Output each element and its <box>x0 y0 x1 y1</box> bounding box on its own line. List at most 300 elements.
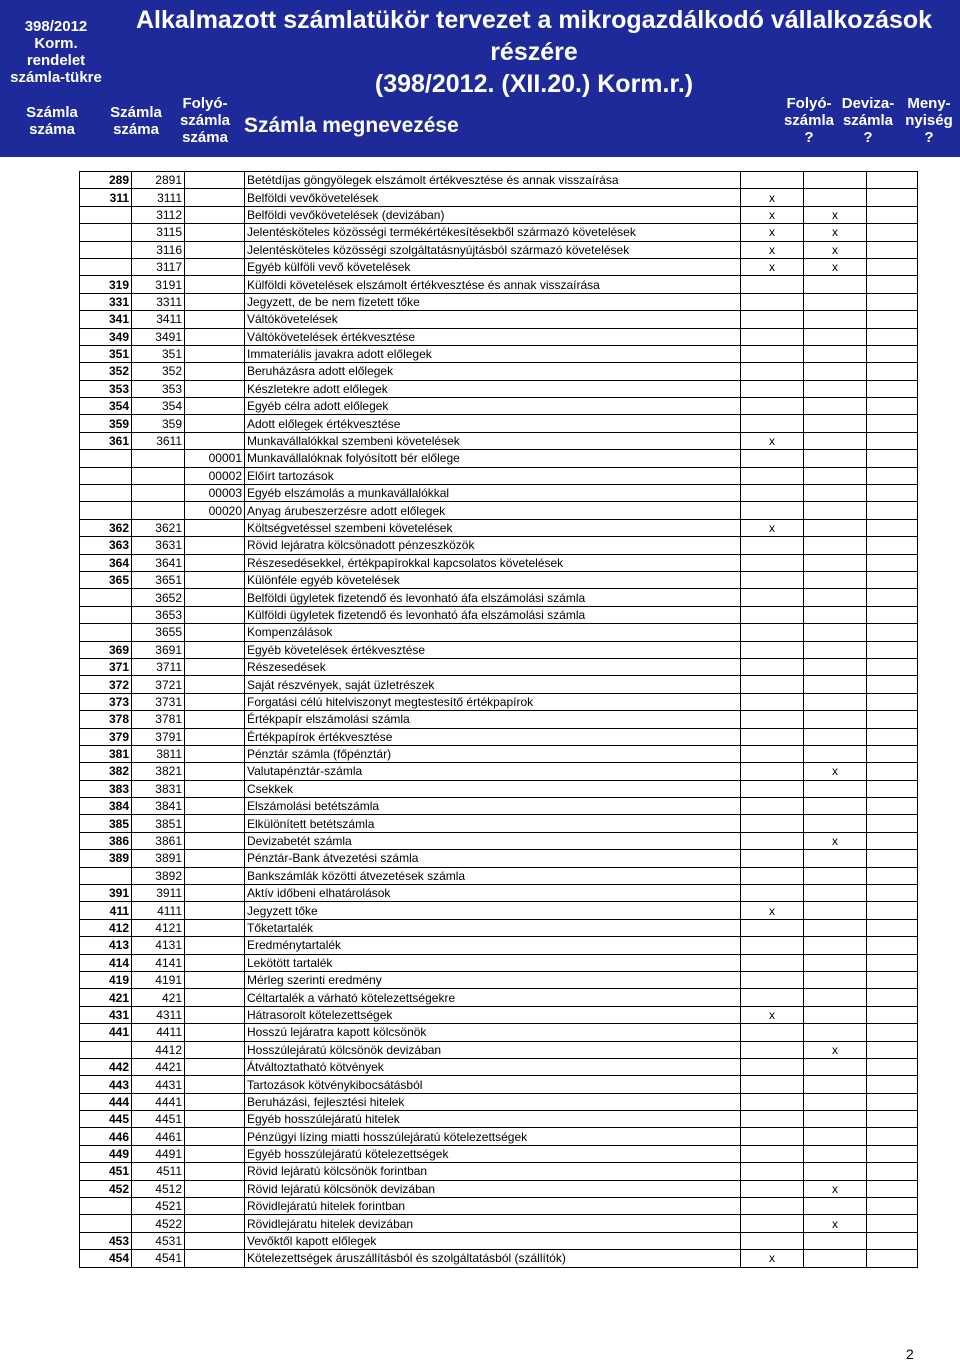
current-account-number-cell <box>185 311 245 328</box>
account-name-cell: Váltókövetelések értékvesztése <box>245 328 741 345</box>
quantity-flag-cell <box>867 954 918 971</box>
account-name-cell: Váltókövetelések <box>245 311 741 328</box>
current-account-number-cell <box>185 1163 245 1180</box>
column-header-account-number <box>4 104 100 138</box>
column-header-line: ? <box>863 129 873 146</box>
currency-account-flag-cell <box>804 937 867 954</box>
account-name-cell: Különféle egyéb követelések <box>245 571 741 588</box>
subaccount-number-cell: 351 <box>132 345 185 362</box>
column-header-line: Folyó- <box>182 95 228 112</box>
current-account-number-cell <box>185 937 245 954</box>
account-name-cell: Beruházásra adott előlegek <box>245 363 741 380</box>
current-account-flag-cell <box>741 989 804 1006</box>
column-header-line: számla <box>842 112 894 129</box>
subaccount-number-cell: 3311 <box>132 293 185 310</box>
currency-account-flag-cell <box>804 502 867 519</box>
currency-account-flag-cell <box>804 328 867 345</box>
currency-account-flag-cell <box>804 1058 867 1075</box>
regulation-reference-line: Korm. <box>34 35 78 52</box>
account-name-cell: Rövidlejáratu hitelek devizában <box>245 1215 741 1232</box>
subaccount-number-cell: 4141 <box>132 954 185 971</box>
subaccount-number-cell: 3655 <box>132 624 185 641</box>
quantity-flag-cell <box>867 206 918 223</box>
subaccount-number-cell: 3651 <box>132 571 185 588</box>
column-header-line: száma <box>29 121 75 138</box>
account-number-cell <box>80 224 132 241</box>
currency-account-flag-cell <box>804 885 867 902</box>
current-account-number-cell <box>185 1041 245 1058</box>
quantity-flag-cell <box>867 537 918 554</box>
current-account-flag-cell: x <box>741 519 804 536</box>
subaccount-number-cell: 3861 <box>132 832 185 849</box>
quantity-flag-cell <box>867 1058 918 1075</box>
subaccount-number-cell: 4191 <box>132 971 185 988</box>
column-header-line: száma <box>113 121 159 138</box>
account-name-cell: Egyéb célra adott előlegek <box>245 398 741 415</box>
currency-account-flag-cell <box>804 432 867 449</box>
account-name-cell: Pénztár-Bank átvezetési számla <box>245 850 741 867</box>
currency-account-flag-cell <box>804 485 867 502</box>
account-name-cell: Belföldi vevőkövetelések (devizában) <box>245 206 741 223</box>
subaccount-number-cell: 3491 <box>132 328 185 345</box>
account-name-cell: Jelentésköteles közösségi termékértékesítésekből származó követelések <box>245 224 741 241</box>
currency-account-flag-cell: x <box>804 224 867 241</box>
table-row <box>80 1111 918 1128</box>
account-number-cell: 443 <box>80 1076 132 1093</box>
column-header-quantity-flag <box>898 95 960 146</box>
table-row <box>80 1076 918 1093</box>
account-number-cell <box>80 1215 132 1232</box>
account-number-cell: 372 <box>80 676 132 693</box>
page-title-line: részére <box>490 38 578 66</box>
account-name-cell: Adott előlegek értékvesztése <box>245 415 741 432</box>
current-account-number-cell <box>185 1145 245 1162</box>
current-account-flag-cell <box>741 1076 804 1093</box>
account-name-cell: Anyag árubeszerzésre adott előlegek <box>245 502 741 519</box>
current-account-flag-cell: x <box>741 224 804 241</box>
current-account-flag-cell <box>741 676 804 693</box>
account-name-cell: Csekkek <box>245 780 741 797</box>
table-row <box>80 485 918 502</box>
quantity-flag-cell <box>867 258 918 275</box>
quantity-flag-cell <box>867 763 918 780</box>
current-account-number-cell <box>185 1093 245 1110</box>
quantity-flag-cell <box>867 745 918 762</box>
current-account-number-cell <box>185 1058 245 1075</box>
quantity-flag-cell <box>867 1128 918 1145</box>
current-account-number-cell <box>185 745 245 762</box>
account-name-cell: Kötelezettségek áruszállításból és szolgáltatásból (szállítók) <box>245 1250 741 1267</box>
quantity-flag-cell <box>867 415 918 432</box>
subaccount-number-cell: 3411 <box>132 311 185 328</box>
table-row <box>80 919 918 936</box>
account-number-cell <box>80 1041 132 1058</box>
subaccount-number-cell: 3116 <box>132 241 185 258</box>
currency-account-flag-cell <box>804 902 867 919</box>
current-account-number-cell <box>185 919 245 936</box>
current-account-flag-cell <box>741 328 804 345</box>
subaccount-number-cell: 3653 <box>132 606 185 623</box>
quantity-flag-cell <box>867 641 918 658</box>
account-number-cell: 452 <box>80 1180 132 1197</box>
subaccount-number-cell: 359 <box>132 415 185 432</box>
account-name-cell: Mérleg szerinti eredmény <box>245 971 741 988</box>
account-number-cell: 349 <box>80 328 132 345</box>
account-number-cell: 379 <box>80 728 132 745</box>
subaccount-number-cell: 4412 <box>132 1041 185 1058</box>
quantity-flag-cell <box>867 276 918 293</box>
table-row <box>80 1163 918 1180</box>
table-row <box>80 641 918 658</box>
currency-account-flag-cell: x <box>804 258 867 275</box>
quantity-flag-cell <box>867 606 918 623</box>
current-account-number-cell <box>185 798 245 815</box>
table-row <box>80 502 918 519</box>
subaccount-number-cell: 3911 <box>132 885 185 902</box>
subaccount-number-cell: 3611 <box>132 432 185 449</box>
current-account-flag-cell <box>741 571 804 588</box>
column-header-line: Deviza- <box>841 95 895 112</box>
table-row <box>80 1180 918 1197</box>
account-number-cell: 453 <box>80 1232 132 1249</box>
current-account-number-cell <box>185 258 245 275</box>
quantity-flag-cell <box>867 554 918 571</box>
current-account-flag-cell <box>741 919 804 936</box>
account-number-cell: 364 <box>80 554 132 571</box>
quantity-flag-cell <box>867 450 918 467</box>
account-number-cell: 378 <box>80 711 132 728</box>
account-name-cell: Értékpapír elszámolási számla <box>245 711 741 728</box>
account-number-cell: 446 <box>80 1128 132 1145</box>
current-account-number-cell <box>185 241 245 258</box>
current-account-number-cell: 00003 <box>185 485 245 502</box>
current-account-flag-cell <box>741 606 804 623</box>
table-row <box>80 1250 918 1267</box>
currency-account-flag-cell <box>804 311 867 328</box>
subaccount-number-cell: 3831 <box>132 780 185 797</box>
account-name-cell: Pénzügyi lízing miatti hosszúlejáratú kötelezettségek <box>245 1128 741 1145</box>
chart-of-accounts-table <box>79 171 918 1268</box>
current-account-flag-cell <box>741 293 804 310</box>
table-row <box>80 850 918 867</box>
quantity-flag-cell <box>867 328 918 345</box>
current-account-flag-cell <box>741 380 804 397</box>
currency-account-flag-cell <box>804 815 867 832</box>
table-row <box>80 867 918 884</box>
subaccount-number-cell: 4311 <box>132 1006 185 1023</box>
currency-account-flag-cell <box>804 745 867 762</box>
subaccount-number-cell: 3631 <box>132 537 185 554</box>
account-name-cell: Tőketartalék <box>245 919 741 936</box>
table-row <box>80 589 918 606</box>
currency-account-flag-cell <box>804 345 867 362</box>
table-row <box>80 398 918 415</box>
current-account-flag-cell: x <box>741 258 804 275</box>
subaccount-number-cell: 4111 <box>132 902 185 919</box>
current-account-number-cell <box>185 885 245 902</box>
current-account-flag-cell <box>741 1180 804 1197</box>
currency-account-flag-cell <box>804 172 867 189</box>
account-number-cell: 359 <box>80 415 132 432</box>
quantity-flag-cell <box>867 1250 918 1267</box>
quantity-flag-cell <box>867 571 918 588</box>
current-account-number-cell <box>185 658 245 675</box>
current-account-number-cell <box>185 328 245 345</box>
account-name-cell: Céltartalék a várható kötelezettségekre <box>245 989 741 1006</box>
account-number-cell: 441 <box>80 1024 132 1041</box>
quantity-flag-cell <box>867 1006 918 1023</box>
subaccount-number-cell: 3821 <box>132 763 185 780</box>
account-number-cell: 445 <box>80 1111 132 1128</box>
currency-account-flag-cell <box>804 798 867 815</box>
current-account-number-cell <box>185 850 245 867</box>
quantity-flag-cell <box>867 1232 918 1249</box>
account-number-cell <box>80 1198 132 1215</box>
column-header-line: Számla <box>110 104 162 121</box>
subaccount-number-cell: 3117 <box>132 258 185 275</box>
current-account-flag-cell <box>741 415 804 432</box>
account-name-cell: Elkülönített betétszámla <box>245 815 741 832</box>
page-number: 2 <box>906 1346 914 1362</box>
table-row <box>80 624 918 641</box>
quantity-flag-cell <box>867 937 918 954</box>
table-row <box>80 258 918 275</box>
account-name-cell: Immateriális javakra adott előlegek <box>245 345 741 362</box>
current-account-number-cell <box>185 276 245 293</box>
account-name-cell: Belföldi vevőkövetelések <box>245 189 741 206</box>
currency-account-flag-cell: x <box>804 206 867 223</box>
current-account-flag-cell <box>741 398 804 415</box>
current-account-number-cell <box>185 1180 245 1197</box>
currency-account-flag-cell <box>804 1163 867 1180</box>
subaccount-number-cell: 3892 <box>132 867 185 884</box>
quantity-flag-cell <box>867 1198 918 1215</box>
current-account-flag-cell <box>741 1145 804 1162</box>
currency-account-flag-cell <box>804 780 867 797</box>
account-number-cell: 352 <box>80 363 132 380</box>
page-title <box>118 4 950 100</box>
column-header-account-name: Számla megnevezése <box>244 114 459 137</box>
table-row <box>80 1232 918 1249</box>
currency-account-flag-cell <box>804 676 867 693</box>
subaccount-number-cell: 352 <box>132 363 185 380</box>
current-account-flag-cell <box>741 485 804 502</box>
current-account-number-cell <box>185 711 245 728</box>
current-account-flag-cell <box>741 693 804 710</box>
subaccount-number-cell: 4521 <box>132 1198 185 1215</box>
quantity-flag-cell <box>867 624 918 641</box>
current-account-number-cell <box>185 589 245 606</box>
current-account-flag-cell <box>741 885 804 902</box>
current-account-flag-cell <box>741 311 804 328</box>
subaccount-number-cell: 3791 <box>132 728 185 745</box>
account-name-cell: Jegyzett, de be nem fizetett tőke <box>245 293 741 310</box>
account-number-cell: 362 <box>80 519 132 536</box>
quantity-flag-cell <box>867 172 918 189</box>
account-name-cell: Egyéb hosszúlejáratú hitelek <box>245 1111 741 1128</box>
column-header-line: ? <box>804 129 814 146</box>
current-account-number-cell <box>185 954 245 971</box>
current-account-number-cell <box>185 780 245 797</box>
account-number-cell: 449 <box>80 1145 132 1162</box>
quantity-flag-cell <box>867 1180 918 1197</box>
column-header-line: Folyó- <box>786 95 832 112</box>
current-account-flag-cell <box>741 1024 804 1041</box>
column-header-line: Meny- <box>907 95 951 112</box>
subaccount-number-cell <box>132 450 185 467</box>
column-header-line: száma <box>182 129 228 146</box>
currency-account-flag-cell <box>804 624 867 641</box>
current-account-flag-cell: x <box>741 432 804 449</box>
current-account-flag-cell <box>741 711 804 728</box>
current-account-number-cell <box>185 763 245 780</box>
quantity-flag-cell <box>867 728 918 745</box>
regulation-reference-line: rendelet <box>26 52 86 69</box>
current-account-flag-cell <box>741 745 804 762</box>
table-row <box>80 328 918 345</box>
currency-account-flag-cell: x <box>804 1041 867 1058</box>
quantity-flag-cell <box>867 519 918 536</box>
current-account-number-cell <box>185 971 245 988</box>
current-account-number-cell <box>185 676 245 693</box>
account-number-cell <box>80 467 132 484</box>
quantity-flag-cell <box>867 780 918 797</box>
current-account-number-cell: 00001 <box>185 450 245 467</box>
current-account-flag-cell <box>741 832 804 849</box>
table-row <box>80 658 918 675</box>
quantity-flag-cell <box>867 189 918 206</box>
account-number-cell: 371 <box>80 658 132 675</box>
current-account-number-cell <box>185 189 245 206</box>
currency-account-flag-cell <box>804 554 867 571</box>
subaccount-number-cell: 4522 <box>132 1215 185 1232</box>
subaccount-number-cell: 353 <box>132 380 185 397</box>
subaccount-number-cell: 3115 <box>132 224 185 241</box>
current-account-flag-cell <box>741 658 804 675</box>
account-number-cell <box>80 867 132 884</box>
current-account-flag-cell <box>741 798 804 815</box>
account-number-cell <box>80 624 132 641</box>
quantity-flag-cell <box>867 467 918 484</box>
account-name-cell: Eredménytartalék <box>245 937 741 954</box>
account-name-cell: Értékpapírok értékvesztése <box>245 728 741 745</box>
current-account-flag-cell <box>741 971 804 988</box>
current-account-flag-cell <box>741 1163 804 1180</box>
table-row <box>80 780 918 797</box>
current-account-flag-cell <box>741 345 804 362</box>
quantity-flag-cell <box>867 1163 918 1180</box>
account-name-cell: Aktív időbeni elhatárolások <box>245 885 741 902</box>
quantity-flag-cell <box>867 589 918 606</box>
current-account-flag-cell <box>741 502 804 519</box>
quantity-flag-cell <box>867 989 918 1006</box>
account-number-cell: 385 <box>80 815 132 832</box>
regulation-reference <box>0 18 112 86</box>
current-account-number-cell: 00002 <box>185 467 245 484</box>
table-row <box>80 519 918 536</box>
account-number-cell: 384 <box>80 798 132 815</box>
account-number-cell: 381 <box>80 745 132 762</box>
subaccount-number-cell: 4461 <box>132 1128 185 1145</box>
table-row <box>80 189 918 206</box>
table-row <box>80 467 918 484</box>
table-row <box>80 954 918 971</box>
currency-account-flag-cell <box>804 1111 867 1128</box>
subaccount-number-cell: 3621 <box>132 519 185 536</box>
current-account-number-cell <box>185 1128 245 1145</box>
table-row <box>80 989 918 1006</box>
account-name-cell: Pénztár számla (főpénztár) <box>245 745 741 762</box>
currency-account-flag-cell <box>804 398 867 415</box>
subaccount-number-cell: 3891 <box>132 850 185 867</box>
currency-account-flag-cell: x <box>804 763 867 780</box>
current-account-flag-cell <box>741 780 804 797</box>
table-row <box>80 450 918 467</box>
subaccount-number-cell: 4421 <box>132 1058 185 1075</box>
account-number-cell: 414 <box>80 954 132 971</box>
quantity-flag-cell <box>867 1215 918 1232</box>
table-row <box>80 693 918 710</box>
account-number-cell: 373 <box>80 693 132 710</box>
table-row <box>80 902 918 919</box>
current-account-number-cell <box>185 1232 245 1249</box>
account-number-cell: 311 <box>80 189 132 206</box>
current-account-number-cell <box>185 902 245 919</box>
subaccount-number-cell: 3691 <box>132 641 185 658</box>
account-name-cell: Költségvetéssel szembeni követelések <box>245 519 741 536</box>
quantity-flag-cell <box>867 380 918 397</box>
account-name-cell: Valutapénztár-számla <box>245 763 741 780</box>
account-number-cell: 442 <box>80 1058 132 1075</box>
account-number-cell: 431 <box>80 1006 132 1023</box>
account-name-cell: Egyéb követelések értékvesztése <box>245 641 741 658</box>
currency-account-flag-cell <box>804 293 867 310</box>
subaccount-number-cell <box>132 485 185 502</box>
current-account-flag-cell <box>741 1198 804 1215</box>
account-name-cell: Rövid lejáratra kölcsönadott pénzeszközök <box>245 537 741 554</box>
currency-account-flag-cell <box>804 1232 867 1249</box>
currency-account-flag-cell <box>804 1128 867 1145</box>
table-row <box>80 763 918 780</box>
subaccount-number-cell: 4491 <box>132 1145 185 1162</box>
current-account-flag-cell <box>741 937 804 954</box>
currency-account-flag-cell <box>804 711 867 728</box>
table-row <box>80 1058 918 1075</box>
current-account-flag-cell <box>741 1058 804 1075</box>
current-account-flag-cell: x <box>741 206 804 223</box>
table-row <box>80 363 918 380</box>
current-account-flag-cell: x <box>741 902 804 919</box>
account-number-cell <box>80 502 132 519</box>
table-row <box>80 311 918 328</box>
account-name-cell: Saját részvények, saját üzletrészek <box>245 676 741 693</box>
table-row <box>80 224 918 241</box>
current-account-number-cell <box>185 1024 245 1041</box>
table-row <box>80 1024 918 1041</box>
table-row <box>80 1006 918 1023</box>
account-number-cell: 319 <box>80 276 132 293</box>
quantity-flag-cell <box>867 885 918 902</box>
account-name-cell: Jelentésköteles közösségi szolgáltatásnyújtásból származó követelések <box>245 241 741 258</box>
current-account-number-cell <box>185 641 245 658</box>
quantity-flag-cell <box>867 311 918 328</box>
subaccount-number-cell: 4411 <box>132 1024 185 1041</box>
table-row <box>80 1041 918 1058</box>
quantity-flag-cell <box>867 1041 918 1058</box>
quantity-flag-cell <box>867 815 918 832</box>
account-name-cell: Részesedésekkel, értékpapírokkal kapcsolatos követelések <box>245 554 741 571</box>
current-account-number-cell <box>185 224 245 241</box>
